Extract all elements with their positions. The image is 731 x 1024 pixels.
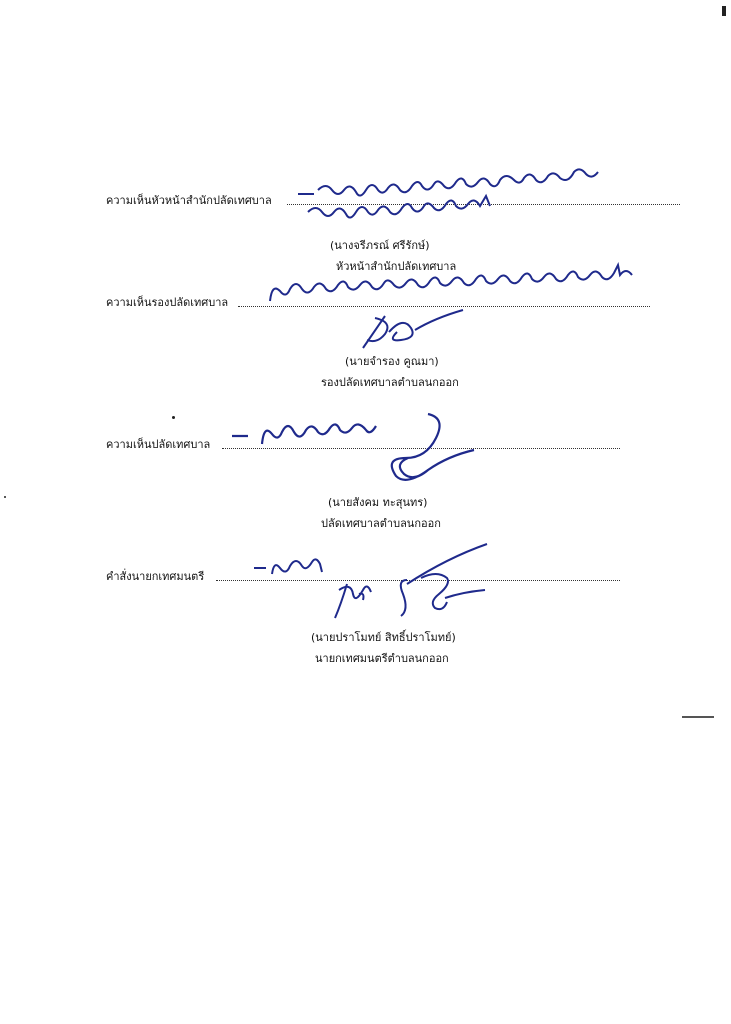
head-office-handwritten-opinion xyxy=(288,172,688,227)
clerk-handwritten-opinion xyxy=(228,418,388,458)
scan-mark xyxy=(722,6,726,16)
clerk-signer-title: ปลัดเทศบาลตำบลนกออก xyxy=(321,517,441,530)
mayor-order-label: คำสั่งนายกเทศมนตรี xyxy=(106,570,205,583)
scan-dot xyxy=(172,416,175,419)
deputy-opinion-label: ความเห็นรองปลัดเทศบาล xyxy=(106,296,229,309)
head-office-signer-name: (นางจรีภรณ์ ศรีรักษ์) xyxy=(330,239,430,252)
mayor-signer-name: (นายปราโมทย์ สิทธิ์ปราโมทย์) xyxy=(311,631,456,644)
head-office-opinion-label: ความเห็นหัวหน้าสำนักปลัดเทศบาล xyxy=(106,194,272,207)
deputy-signer-title: รองปลัดเทศบาลตำบลนกออก xyxy=(321,376,459,389)
scan-mark xyxy=(682,716,714,718)
deputy-signature xyxy=(355,308,465,353)
mayor-signer-title: นายกเทศมนตรีตำบลนกออก xyxy=(315,652,449,665)
scan-dot xyxy=(4,496,6,498)
deputy-signer-name: (นายจำรอง คูณมา) xyxy=(345,355,439,368)
clerk-opinion-label: ความเห็นปลัดเทศบาล xyxy=(106,438,211,451)
head-office-signer-title: หัวหน้าสำนักปลัดเทศบาล xyxy=(336,260,457,273)
deputy-handwritten-opinion xyxy=(266,277,656,312)
mayor-handwritten-order xyxy=(252,552,332,582)
clerk-signer-name: (นายสังคม ทะสุนทร) xyxy=(328,496,428,509)
mayor-signature xyxy=(325,540,505,630)
clerk-signature xyxy=(368,410,478,490)
